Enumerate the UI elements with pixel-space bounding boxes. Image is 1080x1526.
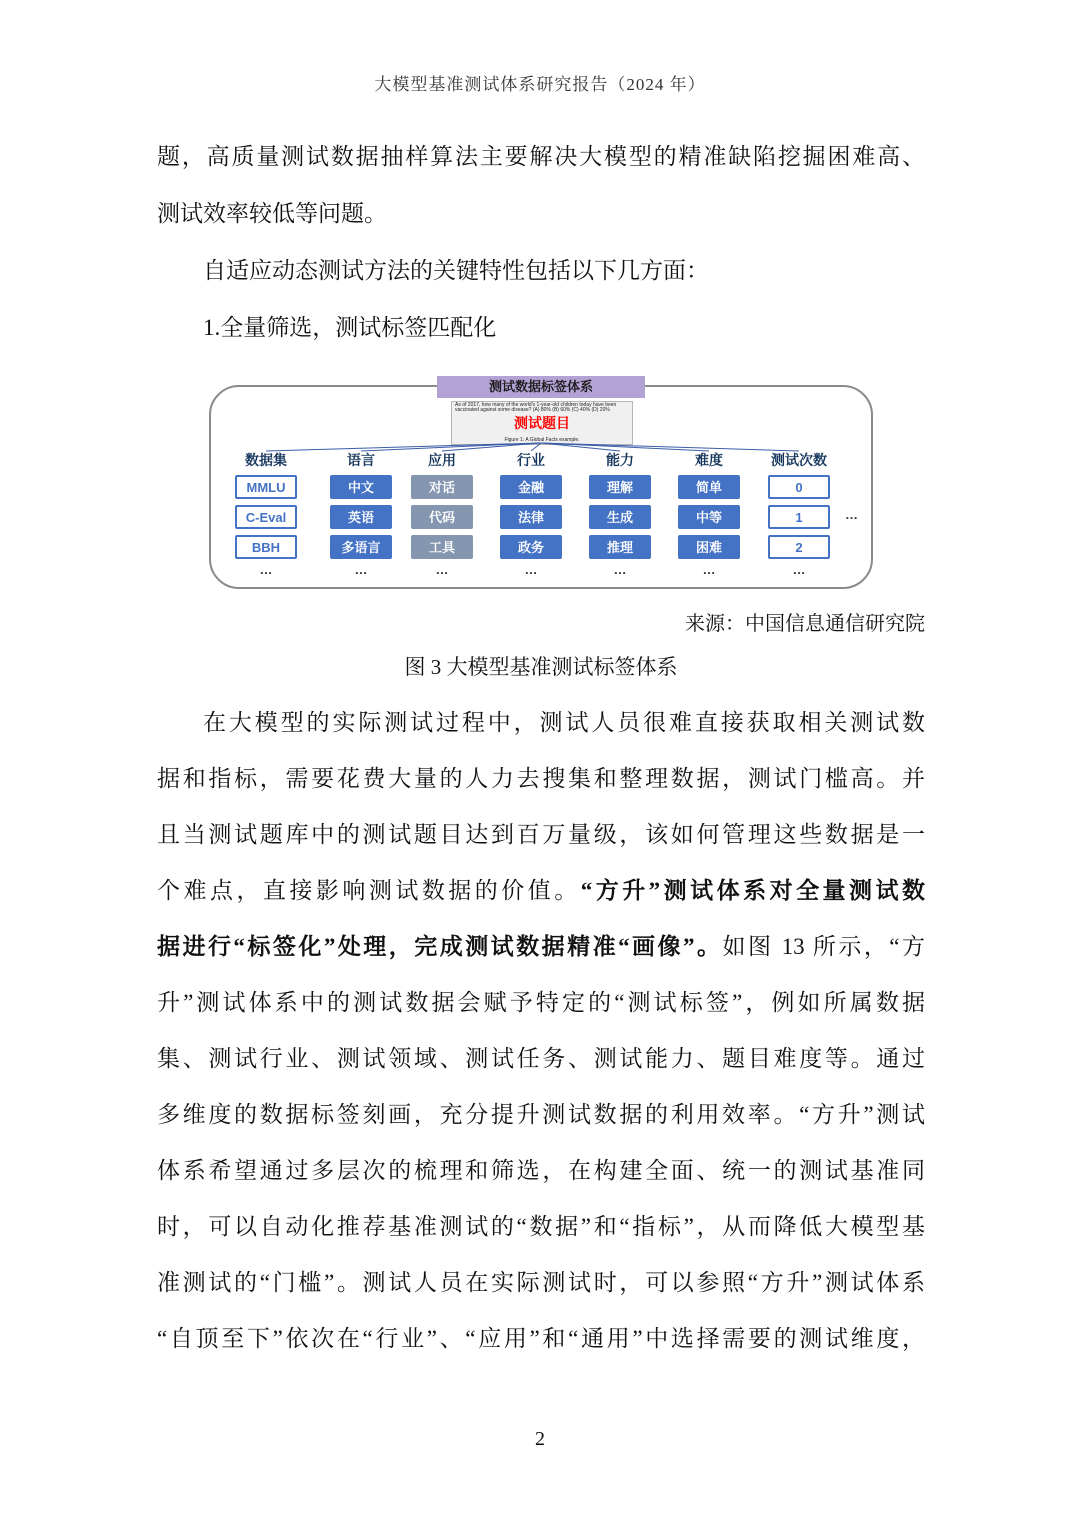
column-label: 语言 <box>347 452 375 468</box>
column-ellipsis: … <box>435 562 449 577</box>
paragraph-line: 体系希望通过多层次的梳理和筛选，在构建全面、统一的测试基准同 <box>157 1158 925 1183</box>
paragraph <box>157 695 925 1367</box>
tag-box: BBH <box>235 535 297 559</box>
tag-box: MMLU <box>235 475 297 499</box>
column-ellipsis: … <box>524 562 538 577</box>
column-label: 能力 <box>606 452 634 468</box>
paragraph-line: 1.全量筛选，测试标签匹配化 <box>203 315 497 340</box>
column-ellipsis: … <box>792 562 806 577</box>
figure-title-badge: 测试数据标签体系 <box>437 376 645 398</box>
question-caption: Figure 1: A Global Facts example. <box>504 437 580 443</box>
tag-box: 1 <box>768 505 830 529</box>
tag-box: 政务 <box>500 535 562 559</box>
figure-caption: 图 3 大模型基准测试标签体系 <box>404 655 678 679</box>
question-label: 测试题目 <box>514 415 570 431</box>
figure-source: 来源：中国信息通信研究院 <box>685 613 925 635</box>
column-ellipsis: … <box>354 562 368 577</box>
tag-box: 中文 <box>330 475 392 499</box>
column-label: 难度 <box>695 452 723 468</box>
tag-box: 理解 <box>589 475 651 499</box>
paragraph-line: 时，可以自动化推荐基准测试的“数据”和“指标”，从而降低大模型基 <box>157 1214 925 1239</box>
question-sample-text <box>455 403 629 413</box>
figure-tag-system <box>209 379 873 589</box>
question-sample-box <box>451 401 633 445</box>
tag-box: 法律 <box>500 505 562 529</box>
text-segment: 个难点，直接影响测试数据的价值。 <box>157 878 581 903</box>
tag-box: C-Eval <box>235 505 297 529</box>
tag-column-application <box>404 451 480 577</box>
tag-column-capability <box>582 451 658 577</box>
page-number: 2 <box>535 1428 545 1450</box>
paragraph-line: 在大模型的实际测试过程中，测试人员很难直接获取相关测试数 <box>203 710 925 735</box>
column-ellipsis: … <box>702 562 716 577</box>
paragraph-line: 据和指标，需要花费大量的人力去搜集和整理数据，测试门槛高。并 <box>157 766 925 791</box>
tag-column-test-count <box>761 451 837 577</box>
question-text: As of 2017, how many of the world's 1-year-old children today have been vaccinated against some disease? <box>455 402 617 413</box>
tag-column-language <box>323 451 399 577</box>
column-ellipsis: … <box>613 562 627 577</box>
tag-column-industry <box>493 451 569 577</box>
tag-box: 生成 <box>589 505 651 529</box>
tag-column-dataset <box>228 451 304 577</box>
tag-box: 英语 <box>330 505 392 529</box>
tag-box: 0 <box>768 475 830 499</box>
paragraph-line: “自顶至下”依次在“行业”、“应用”和“通用”中选择需要的测试维度， <box>157 1326 925 1351</box>
tag-box: 2 <box>768 535 830 559</box>
tag-column-difficulty <box>671 451 747 577</box>
tag-box: 对话 <box>411 475 473 499</box>
column-label: 测试次数 <box>771 452 827 468</box>
question-options: (A) 80% (B) 60% (C) 40% (D) 20% <box>532 407 610 413</box>
document-header: 大模型基准测试体系研究报告（2024 年） <box>374 75 706 94</box>
column-label: 应用 <box>428 452 456 468</box>
tag-box: 中等 <box>678 505 740 529</box>
paragraph-line: 多维度的数据标签刻画，充分提升测试数据的利用效率。“方升”测试 <box>157 1102 925 1127</box>
text-segment-bold: 据进行“标签化”处理，完成测试数据精准“画像”。 <box>157 934 723 959</box>
paragraph-line: 测试效率较低等问题。 <box>157 201 387 226</box>
column-label: 数据集 <box>245 452 287 468</box>
paragraph-line: 升”测试体系中的测试数据会赋予特定的“测试标签”，例如所属数据 <box>157 990 925 1015</box>
paragraph-line: 集、测试行业、测试领域、测试任务、测试能力、题目难度等。通过 <box>157 1046 925 1071</box>
column-ellipsis: … <box>259 562 273 577</box>
tag-box: 困难 <box>678 535 740 559</box>
paragraph-line: 题，高质量测试数据抽样算法主要解决大模型的精准缺陷挖掘困难高、 <box>157 144 925 169</box>
tag-box: 代码 <box>411 505 473 529</box>
paragraph-line: 且当测试题库中的测试题目达到百万量级，该如何管理这些数据是一 <box>157 822 925 847</box>
text-segment-bold: “方升”测试体系对全量测试数 <box>580 878 926 903</box>
text-segment: 如图 13 所示，“方 <box>722 934 925 959</box>
tag-box: 多语言 <box>330 535 392 559</box>
tag-box: 工具 <box>411 535 473 559</box>
page-content <box>157 128 925 1367</box>
tag-box: 推理 <box>589 535 651 559</box>
paragraph-line <box>157 919 925 975</box>
tag-box: 金融 <box>500 475 562 499</box>
paragraph-line: 准测试的“门槛”。测试人员在实际测试时，可以参照“方升”测试体系 <box>157 1270 925 1295</box>
paragraph-line: 自适应动态测试方法的关键特性包括以下几方面： <box>203 258 709 283</box>
paragraph-line <box>157 863 925 919</box>
tag-box: 简单 <box>678 475 740 499</box>
column-label: 行业 <box>517 452 545 468</box>
side-ellipsis: … <box>845 507 858 522</box>
